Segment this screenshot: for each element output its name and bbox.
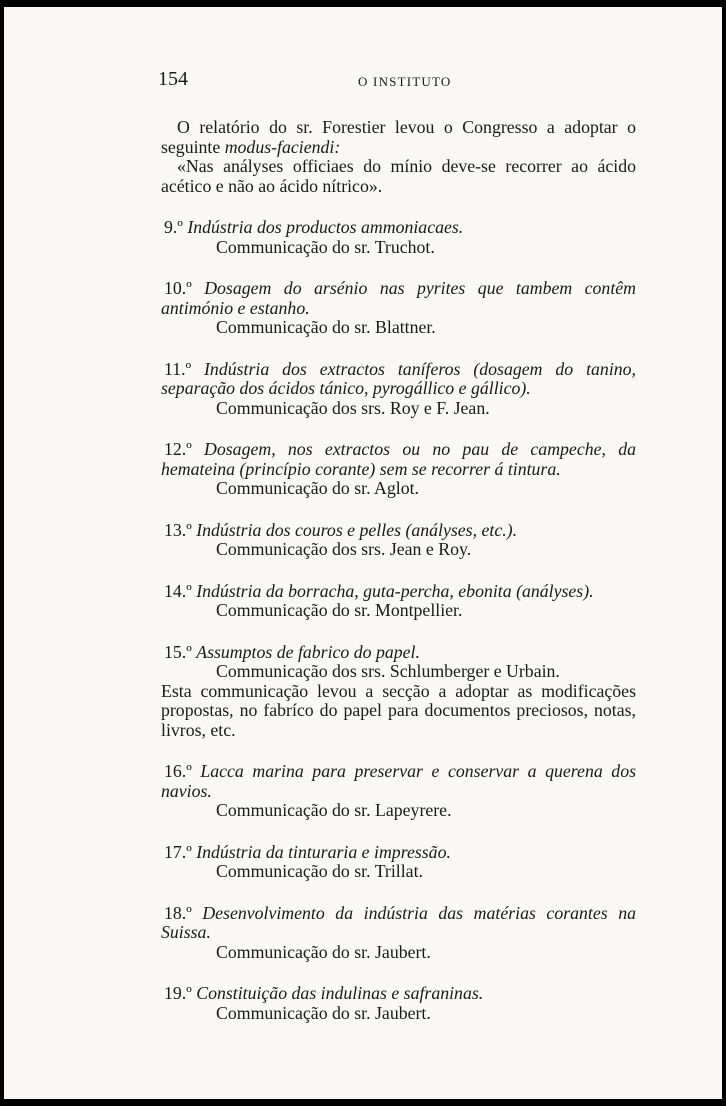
list-item — [161, 521, 636, 560]
item-communication: Communicação dos srs. Roy e F. Jean. — [216, 397, 490, 418]
item-title-text: Dosagem, nos extractos ou no pau de campeche, da hemateina (princípio corante) sem se recorrer á tintura. — [161, 439, 636, 479]
item-number: 9.º — [164, 217, 183, 237]
item-number: 19.º — [164, 983, 192, 1003]
item-communication: Communicação do sr. Lapeyrere. — [216, 800, 452, 820]
item-number: 12.º — [164, 439, 192, 459]
item-title-text: Dosagem do arsénio nas pyrites que tambem contêm antimónio e estanho. — [161, 278, 636, 318]
intro-text: O relatório do sr. Forestier levou o Congresso a adoptar o seguinte — [161, 117, 636, 157]
intro-italic: modus-faciendi: — [224, 136, 341, 157]
item-title-text: Indústria dos couros e pelles (anályses, etc.). — [196, 519, 518, 540]
item-communication: Communicação dos srs. Schlumberger e Urbain. — [216, 661, 560, 681]
item-communication: Communicação do sr. Aglot. — [216, 478, 419, 498]
item-communication: Communicação do sr. Trillat. — [216, 861, 423, 881]
item-title-text: Indústria dos extractos taníferos (dosagem do tanino, separação dos ácidos tánico, pyrogállico e gállico). — [161, 358, 636, 398]
list-item — [161, 643, 636, 741]
item-note: Esta communicação levou a secção a adoptar as modificações propostas, no fabríco do papel para documentos preciosos, notas, livros, etc. — [161, 680, 636, 740]
item-title — [161, 440, 636, 479]
item-title — [161, 360, 636, 399]
page-header — [158, 68, 640, 90]
item-title — [161, 643, 636, 663]
item-communication: Communicação do sr. Jaubert. — [216, 1002, 431, 1023]
item-communication: Communicação do sr. Truchot. — [216, 236, 435, 257]
item-number: 10.º — [164, 278, 192, 298]
list-item — [161, 218, 636, 257]
item-title-text: Desenvolvimento da indústria das matérias corantes na Suissa. — [161, 902, 637, 942]
list-item — [161, 762, 636, 821]
item-title — [161, 521, 636, 541]
item-number: 14.º — [164, 580, 192, 601]
list-item — [161, 360, 636, 419]
item-communication: Communicação do sr. Blattner. — [216, 317, 436, 337]
item-title-text: Assumptos de fabrico do papel. — [196, 641, 420, 662]
running-title: O INSTITUTO — [358, 74, 452, 89]
item-title — [161, 762, 636, 801]
item-title-text: Constituição das indulinas e safraninas. — [196, 983, 484, 1003]
item-number: 18.º — [164, 902, 192, 923]
item-title-text: Lacca marina para preservar e conservar a querena dos navios. — [161, 761, 636, 801]
intro-paragraph — [161, 118, 636, 157]
item-title — [161, 984, 636, 1004]
list-item — [161, 904, 636, 963]
item-number: 13.º — [164, 519, 192, 540]
list-item — [161, 843, 636, 882]
list-item — [161, 279, 636, 338]
list-item — [161, 984, 636, 1023]
list-item — [161, 582, 636, 621]
list-item — [161, 440, 636, 499]
item-title-text: Indústria da tinturaria e impressão. — [196, 841, 451, 862]
item-number: 15.º — [164, 641, 192, 662]
item-communication: Communicação dos srs. Jean e Roy. — [216, 539, 472, 559]
item-title — [161, 218, 636, 238]
body-text — [161, 118, 636, 1023]
item-title — [161, 279, 636, 318]
item-number: 11.º — [164, 358, 192, 379]
item-title — [161, 843, 636, 863]
item-title-text: Indústria da borracha, guta-percha, ebonita (anályses). — [196, 580, 594, 601]
item-title-text: Indústria dos productos ammoniacaes. — [187, 217, 464, 237]
item-title — [161, 582, 636, 602]
item-communication: Communicação do sr. Montpellier. — [216, 600, 463, 620]
page-number: 154 — [158, 68, 188, 90]
intro-quote: «Nas anályses officiaes do mínio deve-se recorrer ao ácido acético e não ao ácido nítrico». — [161, 156, 636, 196]
item-list — [161, 218, 636, 1023]
item-communication: Communicação do sr. Jaubert. — [216, 941, 431, 962]
item-title — [161, 904, 636, 943]
item-number: 17.º — [164, 841, 192, 862]
item-number: 16.º — [164, 761, 192, 781]
